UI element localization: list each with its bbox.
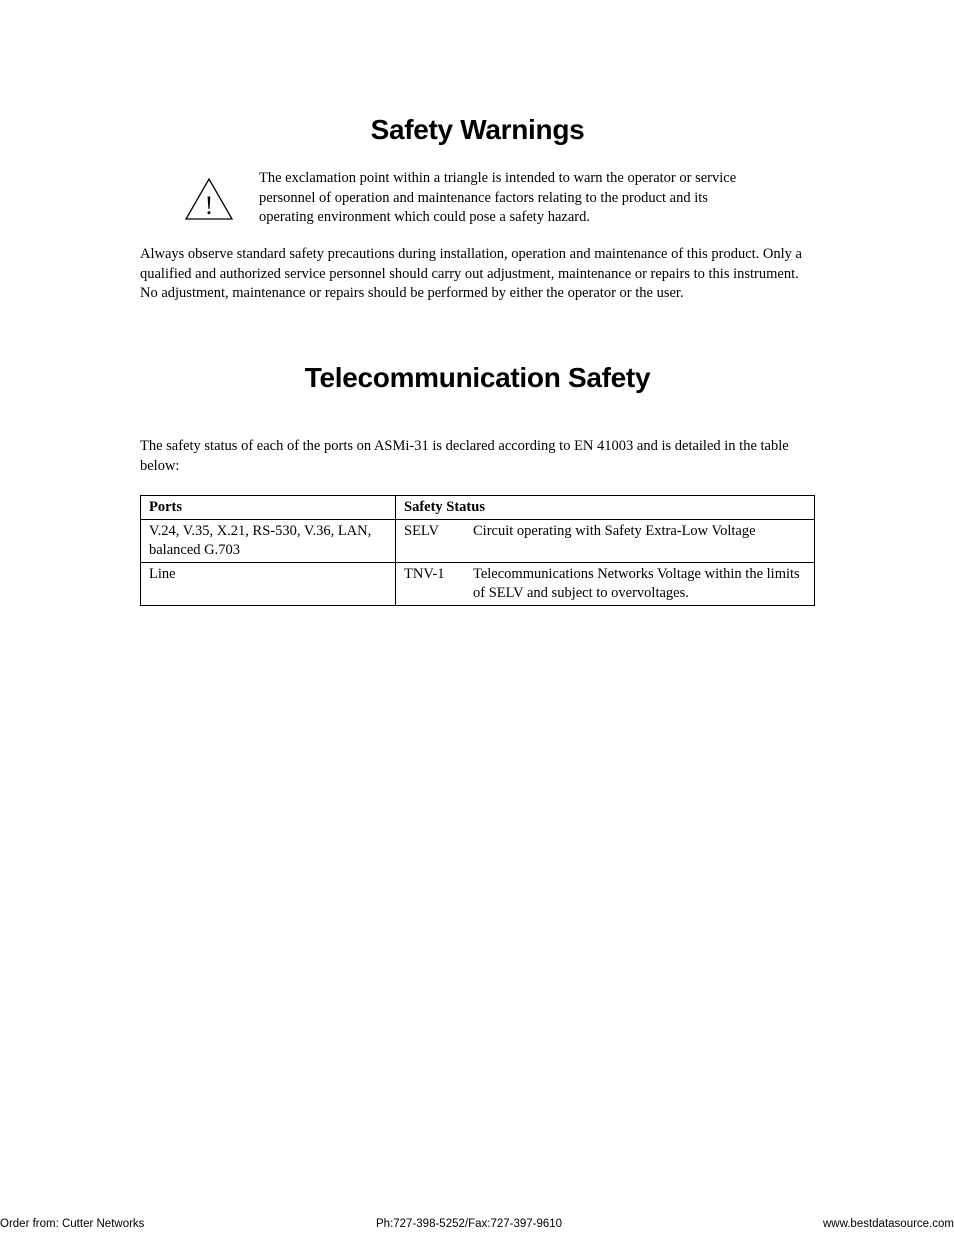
- ports-cell: V.24, V.35, X.21, RS-530, V.36, LAN, balanced G.703: [141, 520, 396, 563]
- footer-phone-fax: Ph:727-398-5252/Fax:727-397-9610: [376, 1218, 563, 1230]
- header-ports: Ports: [141, 496, 396, 520]
- telecom-safety-paragraph: The safety status of each of the ports on ASMi-31 is declared according to EN 41003 and is detailed in the table below:: [140, 438, 789, 474]
- table-header-row: [141, 496, 815, 520]
- status-cell: [396, 563, 815, 606]
- telecom-safety-title: Telecommunication Safety: [304, 362, 651, 393]
- status-cell: [396, 520, 815, 563]
- status-code: TNV-1: [404, 566, 445, 582]
- warning-explanation-text: The exclamation point within a triangle is intended to warn the operator or service personnel of operation and maintenance factors relating to the product and its operating environment which could pose a safety hazard.: [259, 170, 737, 225]
- table-row: [141, 520, 815, 563]
- status-description: Telecommunications Networks Voltage within the limits of SELV and subject to overvoltages.: [473, 566, 800, 601]
- ports-cell: Line: [141, 563, 396, 606]
- status-description: Circuit operating with Safety Extra-Low Voltage: [473, 523, 756, 539]
- warning-notice: [140, 169, 815, 229]
- footer-website: www.bestdatasource.com: [822, 1218, 954, 1230]
- exclamation-glyph: !: [204, 191, 214, 220]
- ports-safety-table: [140, 495, 815, 606]
- header-safety-status: Safety Status: [396, 496, 815, 520]
- page-footer: [0, 1218, 954, 1234]
- footer-order-from: Order from: Cutter Networks: [0, 1218, 145, 1230]
- warning-triangle-icon: [184, 177, 234, 221]
- table-row: [141, 563, 815, 606]
- status-code: SELV: [404, 523, 439, 539]
- safety-precautions-paragraph: Always observe standard safety precautions during installation, operation and maintenance of this product. Only a qualified and authorized service personnel should carry out adjustment, maintenance or repairs to this instrument. No adjustment, maintenance or repairs should be performed by either the operator or the user.: [140, 246, 802, 301]
- safety-warnings-title: Safety Warnings: [370, 114, 585, 145]
